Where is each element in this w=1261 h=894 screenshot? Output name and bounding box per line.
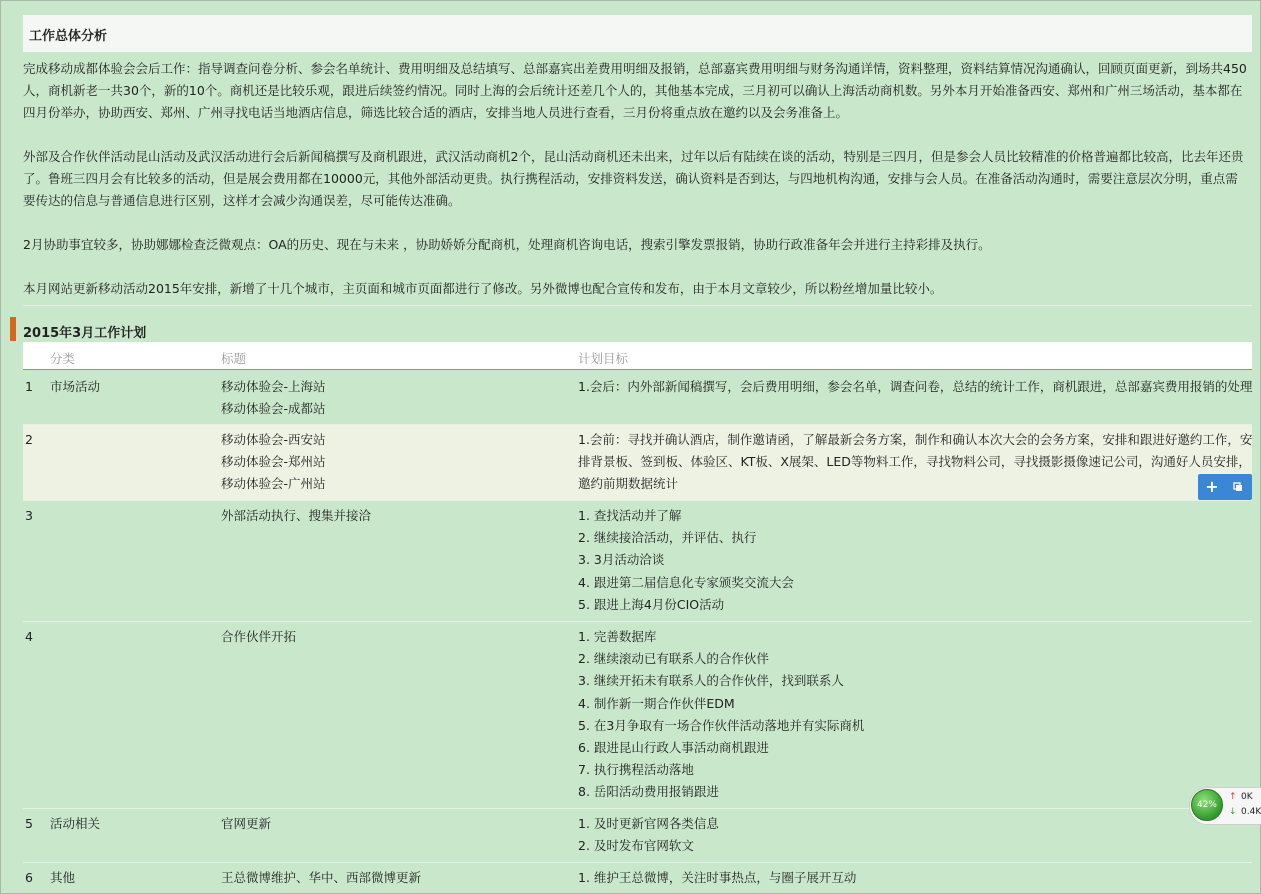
goal-item: 1. 查找活动并了解: [578, 508, 682, 523]
goal-item: 1. 完善数据库: [578, 629, 657, 644]
goal-item: 3. 继续开拓未有联系人的合作伙伴，找到联系人: [578, 673, 844, 689]
summary-section-header: [23, 15, 1252, 52]
row-number: 3: [25, 508, 33, 523]
table-row[interactable]: [23, 863, 1252, 894]
row-title: 王总微博维护、华中、西部微博更新: [221, 870, 422, 885]
title-line: 移动体验会-上海站: [221, 379, 326, 394]
row-category: 活动相关: [50, 816, 101, 831]
row-goal: 1.会前：寻找并确认酒店，制作邀请函，了解最新会务方案，制作和确认本次大会的会务方案，安排和跟进好邀约工作，安排背景板、签到板、体验区、KT板、X展架、LED等物料工作，寻找物料公司，寻找摄影摄像速记公司，沟通好人员安排，邀约前期数据统计: [578, 432, 1253, 492]
plus-icon[interactable]: +: [1205, 477, 1219, 496]
row-category: 其他: [50, 870, 76, 885]
column-header-title: 标题: [221, 351, 247, 366]
row-goal: 1.会后：内外部新闻稿撰写，会后费用明细，参会名单，调查问卷，总结的统计工作，商机跟进，总部嘉宾费用报销的处理: [578, 379, 1253, 394]
plan-title-text: 2015年3月工作计划: [23, 326, 147, 341]
goal-item: 2. 继续接洽活动，并评估、执行: [578, 530, 757, 546]
goal-item: 1. 维护王总微博，关注时事热点，与圈子展开互动: [578, 870, 857, 885]
goal-item: 4. 制作新一期合作伙伴EDM: [578, 695, 735, 711]
copy-icon[interactable]: [1225, 474, 1251, 500]
network-speed-widget[interactable]: [1189, 787, 1261, 825]
summary-paragraph: 2月协助事宜较多，协助娜娜检查泛微观点：OA的历史、现在与未来 ，协助娇娇分配商机，处理商机咨询电话，搜索引擎发票报销，协助行政准备年会并进行主持彩排及执行。: [23, 237, 991, 252]
section-accent-bar: [10, 317, 16, 341]
column-header-goal: 计划目标: [578, 351, 629, 366]
goal-item: 6. 跟进昆山行政人事活动商机跟进: [578, 740, 769, 756]
goal-item: 2. 继续滚动已有联系人的合作伙伴: [578, 651, 769, 667]
goal-item: 1. 及时更新官网各类信息: [578, 816, 719, 831]
summary-paragraph: 外部及合作伙伴活动昆山活动及武汉活动进行会后新闻稿撰写及商机跟进，武汉活动商机2个，昆山活动商机还未出来，过年以后有陆续在谈的活动，特别是三四月，但是参会人员比较精准的价格普遍都比较高，比去年还贵了。鲁班三四月会有比较多的活动，但是展会费用都在10000元，其他外部活动更贵。执行携程活动，安排资料发送，确认资料是否到达，与四地机构沟通，安排与会人员。在准备活动沟通时，需要注意层次分明，重点需要传达的信息与普通信息进行区别，这样才会减少沟通误差，尽可能传达准确。: [23, 149, 1244, 208]
column-header-category: 分类: [50, 351, 76, 366]
title-line: 移动体验会-成都站: [221, 401, 326, 417]
row-category: 市场活动: [50, 379, 101, 394]
row-number: 5: [25, 816, 33, 831]
table-row[interactable]: [23, 501, 1252, 622]
table-row[interactable]: [23, 425, 1252, 501]
plan-table-header: [23, 342, 1252, 370]
goal-item: 3. 3月活动洽谈: [578, 552, 665, 568]
goal-item: 7. 执行携程活动落地: [578, 762, 694, 778]
download-speed: 0.4K: [1241, 807, 1261, 817]
row-number: 6: [25, 870, 33, 885]
table-row[interactable]: [23, 622, 1252, 809]
upload-speed: 0K: [1241, 792, 1253, 802]
download-arrow-icon: ↓: [1229, 807, 1237, 817]
summary-text: [23, 58, 1248, 322]
row-title: 合作伙伴开拓: [221, 629, 297, 644]
table-row[interactable]: [23, 372, 1252, 425]
row-number: 4: [25, 629, 33, 644]
row-title: 官网更新: [221, 816, 272, 831]
row-number: 2: [25, 432, 33, 447]
row-action-toolbar: [1198, 474, 1252, 500]
goal-item: 2. 及时发布官网软文: [578, 838, 694, 854]
row-goal-list: [578, 505, 1253, 616]
summary-paragraph: 本月网站更新移动活动2015年安排，新增了十几个城市，主页面和城市页面都进行了修改。另外微博也配合宣传和发布，由于本月文章较少，所以粉丝增加量比较小。: [23, 281, 943, 296]
title-line: 移动体验会-郑州站: [221, 454, 326, 470]
upload-arrow-icon: ↑: [1229, 792, 1237, 802]
summary-paragraph: 完成移动成都体验会会后工作：指导调查问卷分析、参会名单统计、费用明细及总结填写、总部嘉宾出差费用明细及报销，总部嘉宾费用明细与财务沟通详情，资料整理，资料结算情况沟通确认，回顾页面更新，到场共450人，商机新老一共30个，新的10个。商机还是比较乐观，跟进后续签约情况。同时上海的会后统计还差几个人的，其他基本完成，三月初可以确认上海活动商机数。另外本月开始准备西安、郑州和广州三场活动，基本都在四月份举办，协助西安、郑州、广州寻找电话当地酒店信息，筛选比较合适的酒店，安排当地人员进行查看，三月份将重点放在邀约以及会务准备上。: [23, 61, 1247, 120]
row-title: 外部活动执行、搜集并接洽: [221, 508, 372, 523]
title-line: 移动体验会-广州站: [221, 476, 326, 492]
row-number: 1: [25, 379, 33, 394]
summary-section-title: 工作总体分析: [29, 29, 108, 44]
title-line: 移动体验会-西安站: [221, 432, 326, 447]
row-title: [221, 376, 326, 420]
row-title: [221, 429, 326, 496]
goal-item: 4. 跟进第二届信息化专家颁奖交流大会: [578, 574, 794, 590]
table-row[interactable]: [23, 809, 1252, 863]
row-goal-list: [578, 626, 1253, 804]
goal-item: 5. 跟进上海4月份CIO活动: [578, 596, 725, 612]
usage-ball: 42%: [1191, 789, 1223, 821]
goal-item: 8. 岳阳活动费用报销跟进: [578, 784, 719, 800]
row-goal-list: [578, 813, 1253, 857]
divider: [23, 305, 1252, 306]
goal-item: 5. 在3月争取有一场合作伙伴活动落地并有实际商机: [578, 717, 865, 733]
row-goal-list: [578, 867, 1253, 889]
